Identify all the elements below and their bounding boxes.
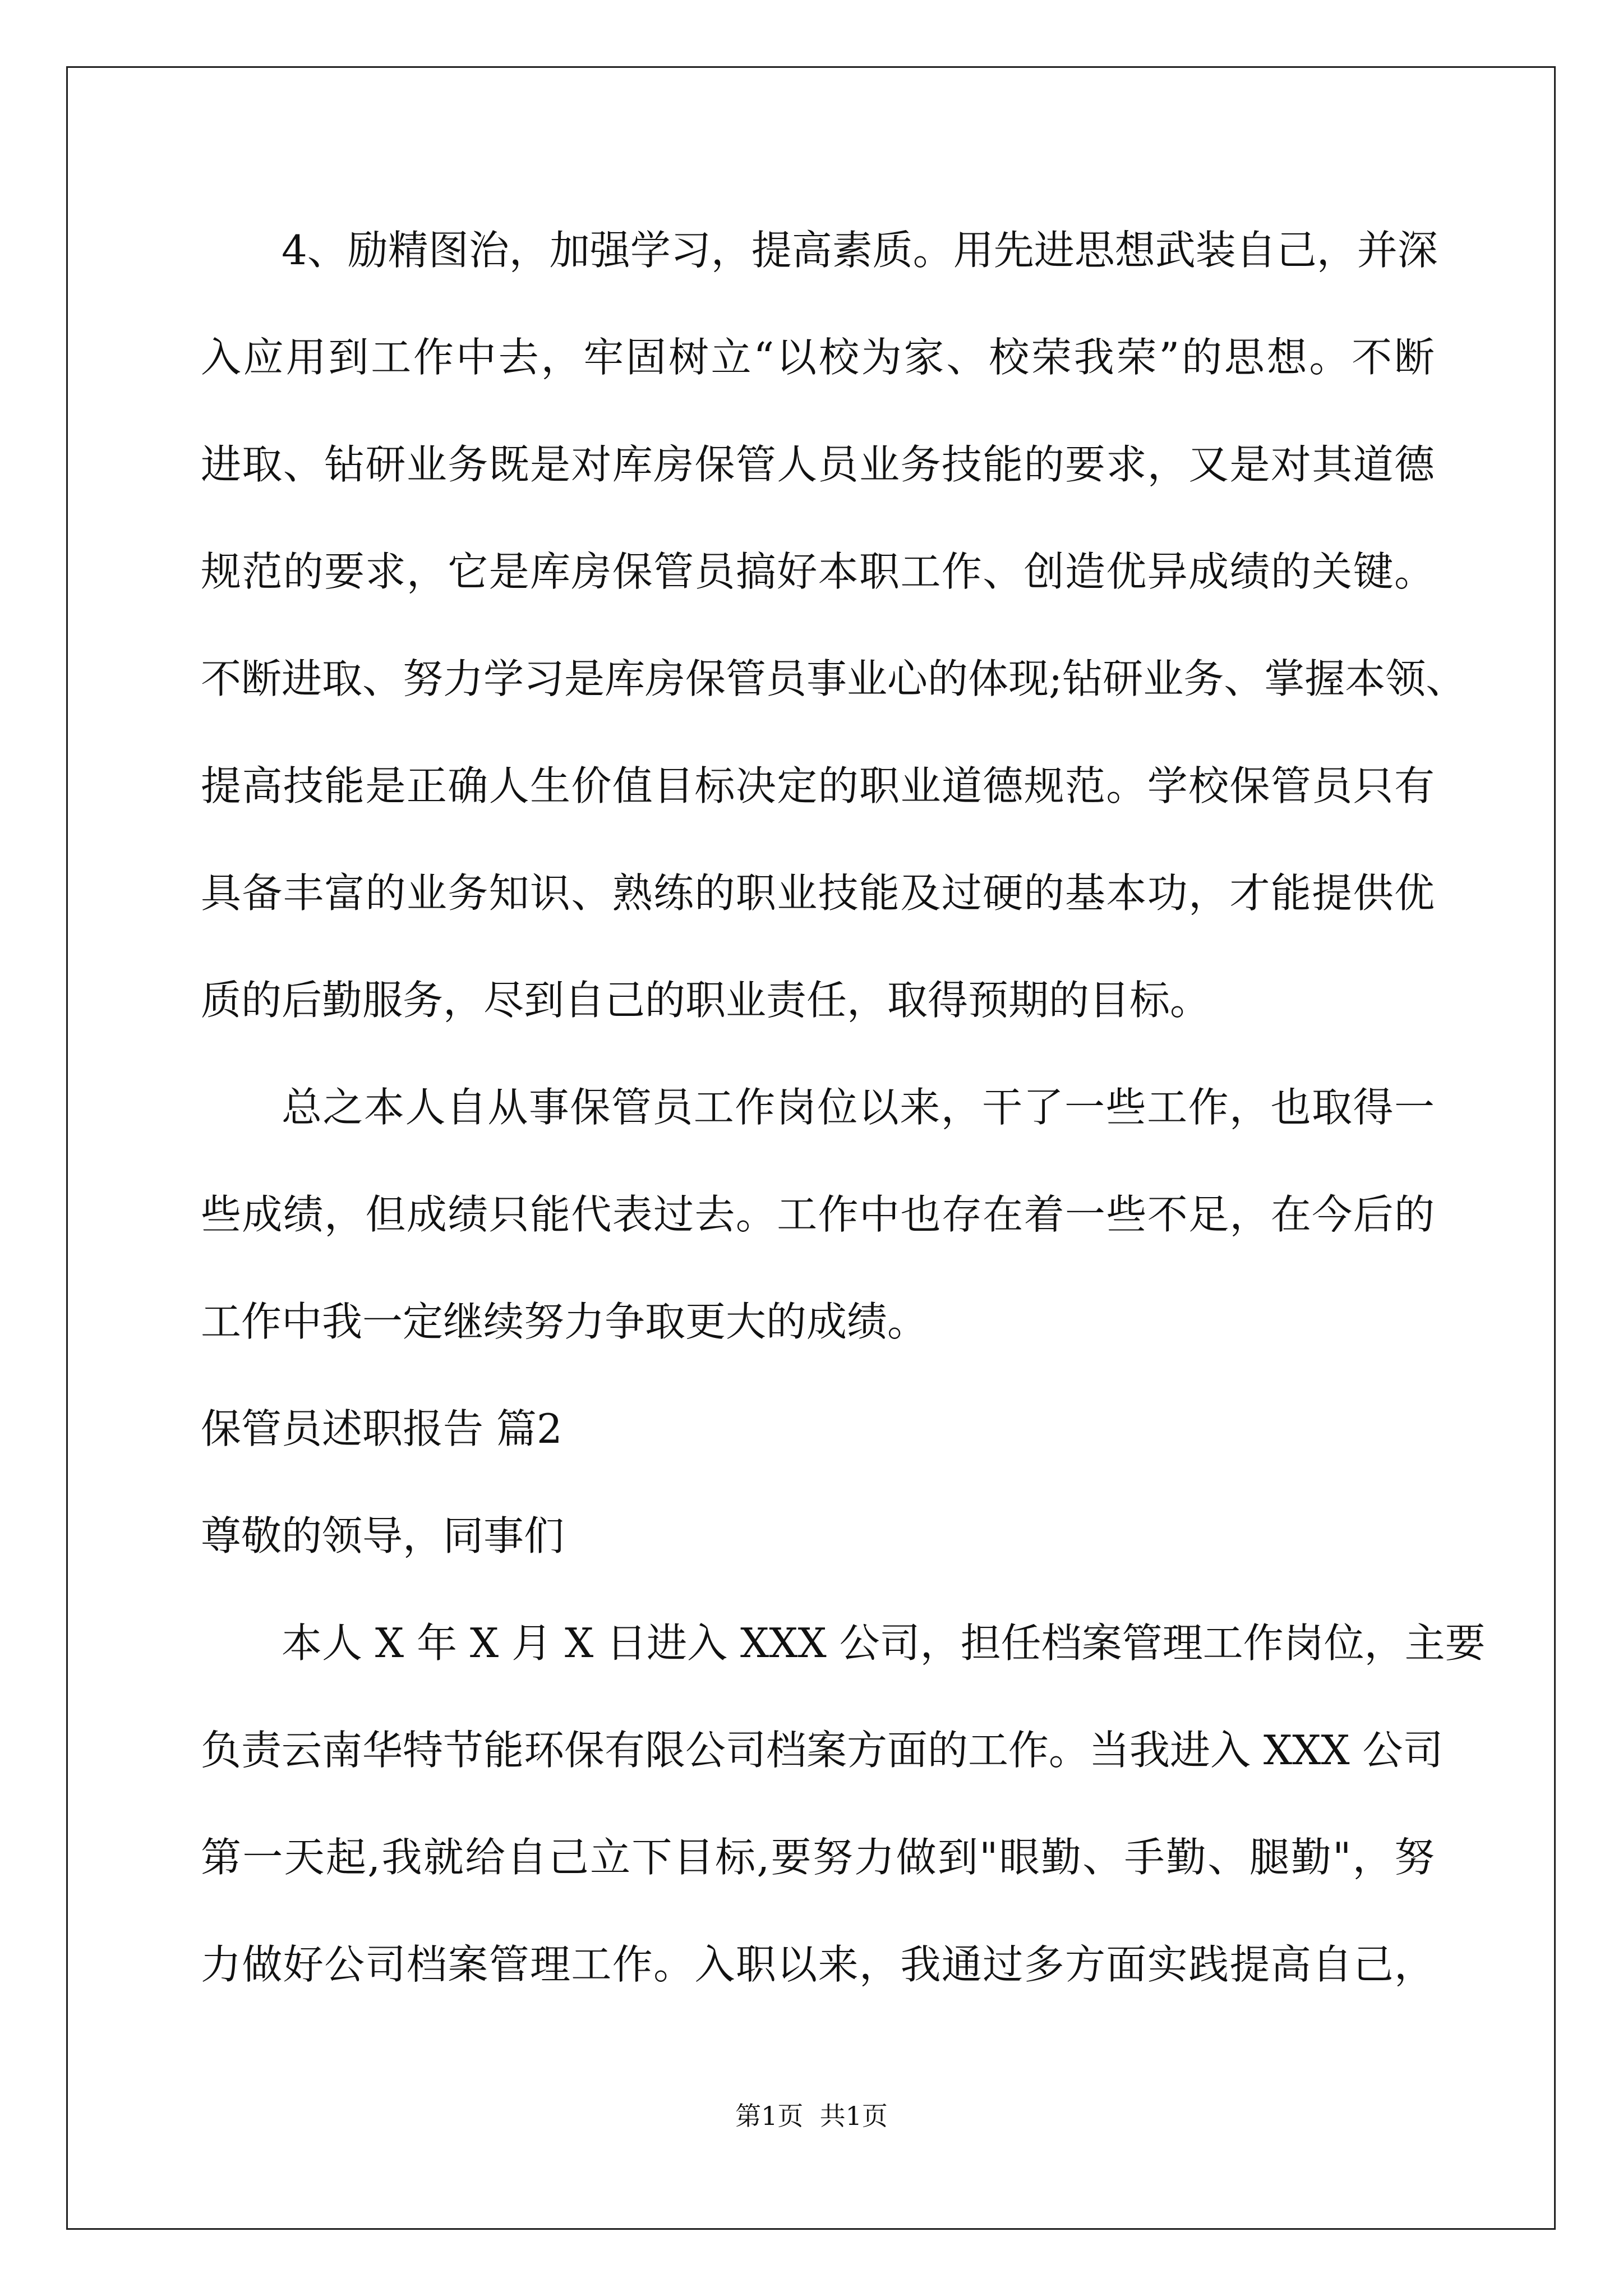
paragraph-line: 规范的要求，它是库房保管员搞好本职工作、创造优异成绩的关键。 <box>201 548 1435 595</box>
paragraph-line: 些成绩，但成绩只能代表过去。工作中也存在着一些不足，在今后的 <box>201 1191 1435 1238</box>
paragraph-line: 总之本人自从事保管员工作岗位以来，干了一些工作，也取得一 <box>282 1084 1435 1131</box>
paragraph-line: 4、励精图治，加强学习，提高素质。用先进思想武装自己，并深 <box>282 227 1438 274</box>
paragraph-line: 第一天起,我就给自己立下目标,要努力做到"眼勤、手勤、腿勤"，努 <box>201 1834 1435 1881</box>
salutation: 尊敬的领导，同事们 <box>201 1512 565 1559</box>
paragraph-line: 负责云南华特节能环保有限公司档案方面的工作。当我进入 XXX 公司 <box>201 1727 1444 1774</box>
paragraph-line: 入应用到工作中去，牢固树立“以校为家、校荣我荣”的思想。不断 <box>201 334 1435 381</box>
paragraph-line: 力做好公司档案管理工作。入职以来，我通过多方面实践提高自己， <box>201 1941 1435 1988</box>
paragraph-line: 工作中我一定继续努力争取更大的成绩。 <box>201 1298 928 1345</box>
paragraph-line: 具备丰富的业务知识、熟练的职业技能及过硬的基本功，才能提供优 <box>201 869 1435 917</box>
page-footer: 第1页 共1页 <box>735 2101 888 2131</box>
paragraph-line: 进取、钻研业务既是对库房保管人员业务技能的要求，又是对其道德 <box>201 441 1435 488</box>
paragraph-line: 提高技能是正确人生价值目标决定的职业道德规范。学校保管员只有 <box>201 762 1435 809</box>
paragraph-line: 不断进取、努力学习是库房保管员事业心的体现;钻研业务、掌握本领、 <box>201 655 1467 702</box>
paragraph-line: 本人 X 年 X 月 X 日进入 XXX 公司，担任档案管理工作岗位，主要 <box>282 1619 1486 1667</box>
section-heading: 保管员述职报告 篇2 <box>201 1405 562 1452</box>
paragraph-line: 质的后勤服务，尽到自己的职业责任，取得预期的目标。 <box>201 977 1211 1024</box>
page-border <box>66 66 1556 2230</box>
